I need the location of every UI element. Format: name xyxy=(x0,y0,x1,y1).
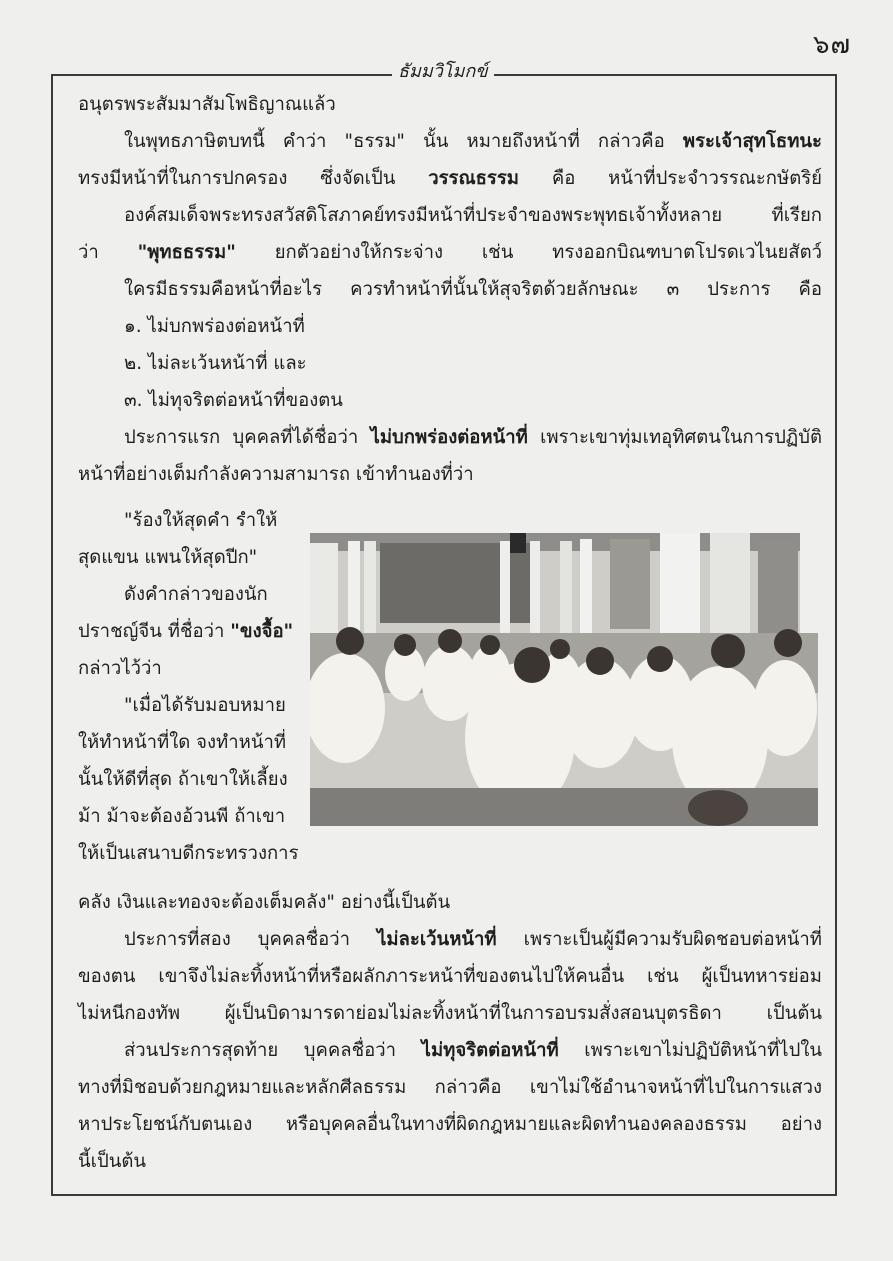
left-column-text xyxy=(78,502,299,872)
bold-term: ไม่บกพร่องต่อหน้าที่ xyxy=(370,427,528,448)
text-line: ว่า "พุทธธรรม" ยกตัวอย่างให้กระจ่าง เช่น ทรงออกบิณฑบาตโปรดเวไนยสัตว์ xyxy=(78,242,822,263)
top-text xyxy=(78,86,822,493)
text-line: ประการที่สอง บุคคลชื่อว่า ไม่ละเว้นหน้าที่ เพราะเป็นผู้มีความรับผิดชอบต่อหน้าที่ xyxy=(124,929,822,950)
text-line: "ร้องให้สุดคำ รำให้ xyxy=(124,510,278,531)
text-line: ทรงมีหน้าที่ในการปกครอง ซึ่งจัดเป็น วรรณธรรม คือ หน้าที่ประจำวรรณะกษัตริย์ xyxy=(78,168,822,189)
photo-illustration xyxy=(310,533,818,826)
text-line: ดังคำกล่าวของนัก xyxy=(124,584,268,605)
bold-term: วรรณธรรม xyxy=(428,168,520,189)
page-number: ๖๗ xyxy=(812,30,851,60)
text-line: ใครมีธรรมคือหน้าที่อะไร ควรทำหน้าที่นั้นให้สุจริตด้วยลักษณะ ๓ ประการ คือ xyxy=(124,279,822,300)
text-line: ปราชญ์จีน ที่ชื่อว่า "ขงจื้อ" xyxy=(78,621,294,642)
text-line: นั้นให้ดีที่สุด ถ้าเขาให้เลี้ยง xyxy=(78,769,288,790)
text-line: คลัง เงินและทองจะต้องเต็มคลัง" อย่างนี้เป็นต้น xyxy=(78,892,451,913)
meditation-hall-photo xyxy=(310,533,818,826)
text-line: หาประโยชน์กับตนเอง หรือบุคคลอื่นในทางที่ผิดกฎหมายและผิดทำนองคลองธรรม อย่าง xyxy=(78,1114,822,1135)
bottom-text xyxy=(78,884,822,1180)
text-line: องค์สมเด็จพระทรงสวัสดิโสภาคย์ทรงมีหน้าที่ประจำของพระพุทธเจ้าทั้งหลาย ที่เรียก xyxy=(124,205,822,226)
list-item: ๓. ไม่ทุจริตต่อหน้าที่ของตน xyxy=(124,390,343,411)
text-line: ให้ทำหน้าที่ใด จงทำหน้าที่ xyxy=(78,732,287,753)
text-line: ม้า ม้าจะต้องอ้วนพี ถ้าเขา xyxy=(78,806,286,827)
list-item: ๑. ไม่บกพร่องต่อหน้าที่ xyxy=(124,316,305,337)
text-line: หน้าที่อย่างเต็มกำลังความสามารถ เข้าทำนองที่ว่า xyxy=(78,464,474,485)
text-line: กล่าวไว้ว่า xyxy=(78,658,162,679)
text-line: ของตน เขาจึงไม่ละทิ้งหน้าที่หรือผลักภาระหน้าที่ของตนไปให้คนอื่น เช่น ผู้เป็นทหารย่อม xyxy=(78,966,822,987)
text-line: นี้เป็นต้น xyxy=(78,1151,147,1172)
text-line: อนุตรพระสัมมาสัมโพธิญาณแล้ว xyxy=(78,94,336,115)
text-line: สุดแขน แพนให้สุดปีก" xyxy=(78,547,258,568)
bold-term: ไม่ทุจริตต่อหน้าที่ xyxy=(421,1040,559,1061)
bold-term: "พุทธธรรม" xyxy=(137,242,236,263)
bold-term: พระเจ้าสุทโธทนะ xyxy=(682,131,822,152)
text-line: "เมื่อได้รับมอบหมาย xyxy=(124,695,286,716)
header-title: ธัมมวิโมกข์ xyxy=(392,56,494,85)
text-line: ให้เป็นเสนาบดีกระทรวงการ xyxy=(78,843,299,864)
text-line: ส่วนประการสุดท้าย บุคคลชื่อว่า ไม่ทุจริตต่อหน้าที่ เพราะเขาไม่ปฏิบัติหน้าที่ไปใน xyxy=(124,1040,823,1061)
text-line: ในพุทธภาษิตบทนี้ คำว่า "ธรรม" นั้น หมายถึงหน้าที่ กล่าวคือ พระเจ้าสุทโธทนะ xyxy=(124,131,822,152)
list-item: ๒. ไม่ละเว้นหน้าที่ และ xyxy=(124,353,307,374)
text-line: ทางที่มิชอบด้วยกฎหมายและหลักศีลธรรม กล่าวคือ เขาไม่ใช้อำนาจหน้าที่ไปในการแสวง xyxy=(78,1077,822,1098)
bold-term: ไม่ละเว้นหน้าที่ xyxy=(377,929,497,950)
text-line: ไม่หนีกองทัพ ผู้เป็นบิดามารดาย่อมไม่ละทิ้งหน้าที่ในการอบรมสั่งสอนบุตรธิดา เป็นต้น xyxy=(78,1003,822,1024)
bold-term: "ขงจื้อ" xyxy=(230,621,294,642)
text-line: ประการแรก บุคคลที่ได้ชื่อว่า ไม่บกพร่องต่อหน้าที่ เพราะเขาทุ่มเทอุทิศตนในการปฏิบัติ xyxy=(124,427,822,448)
